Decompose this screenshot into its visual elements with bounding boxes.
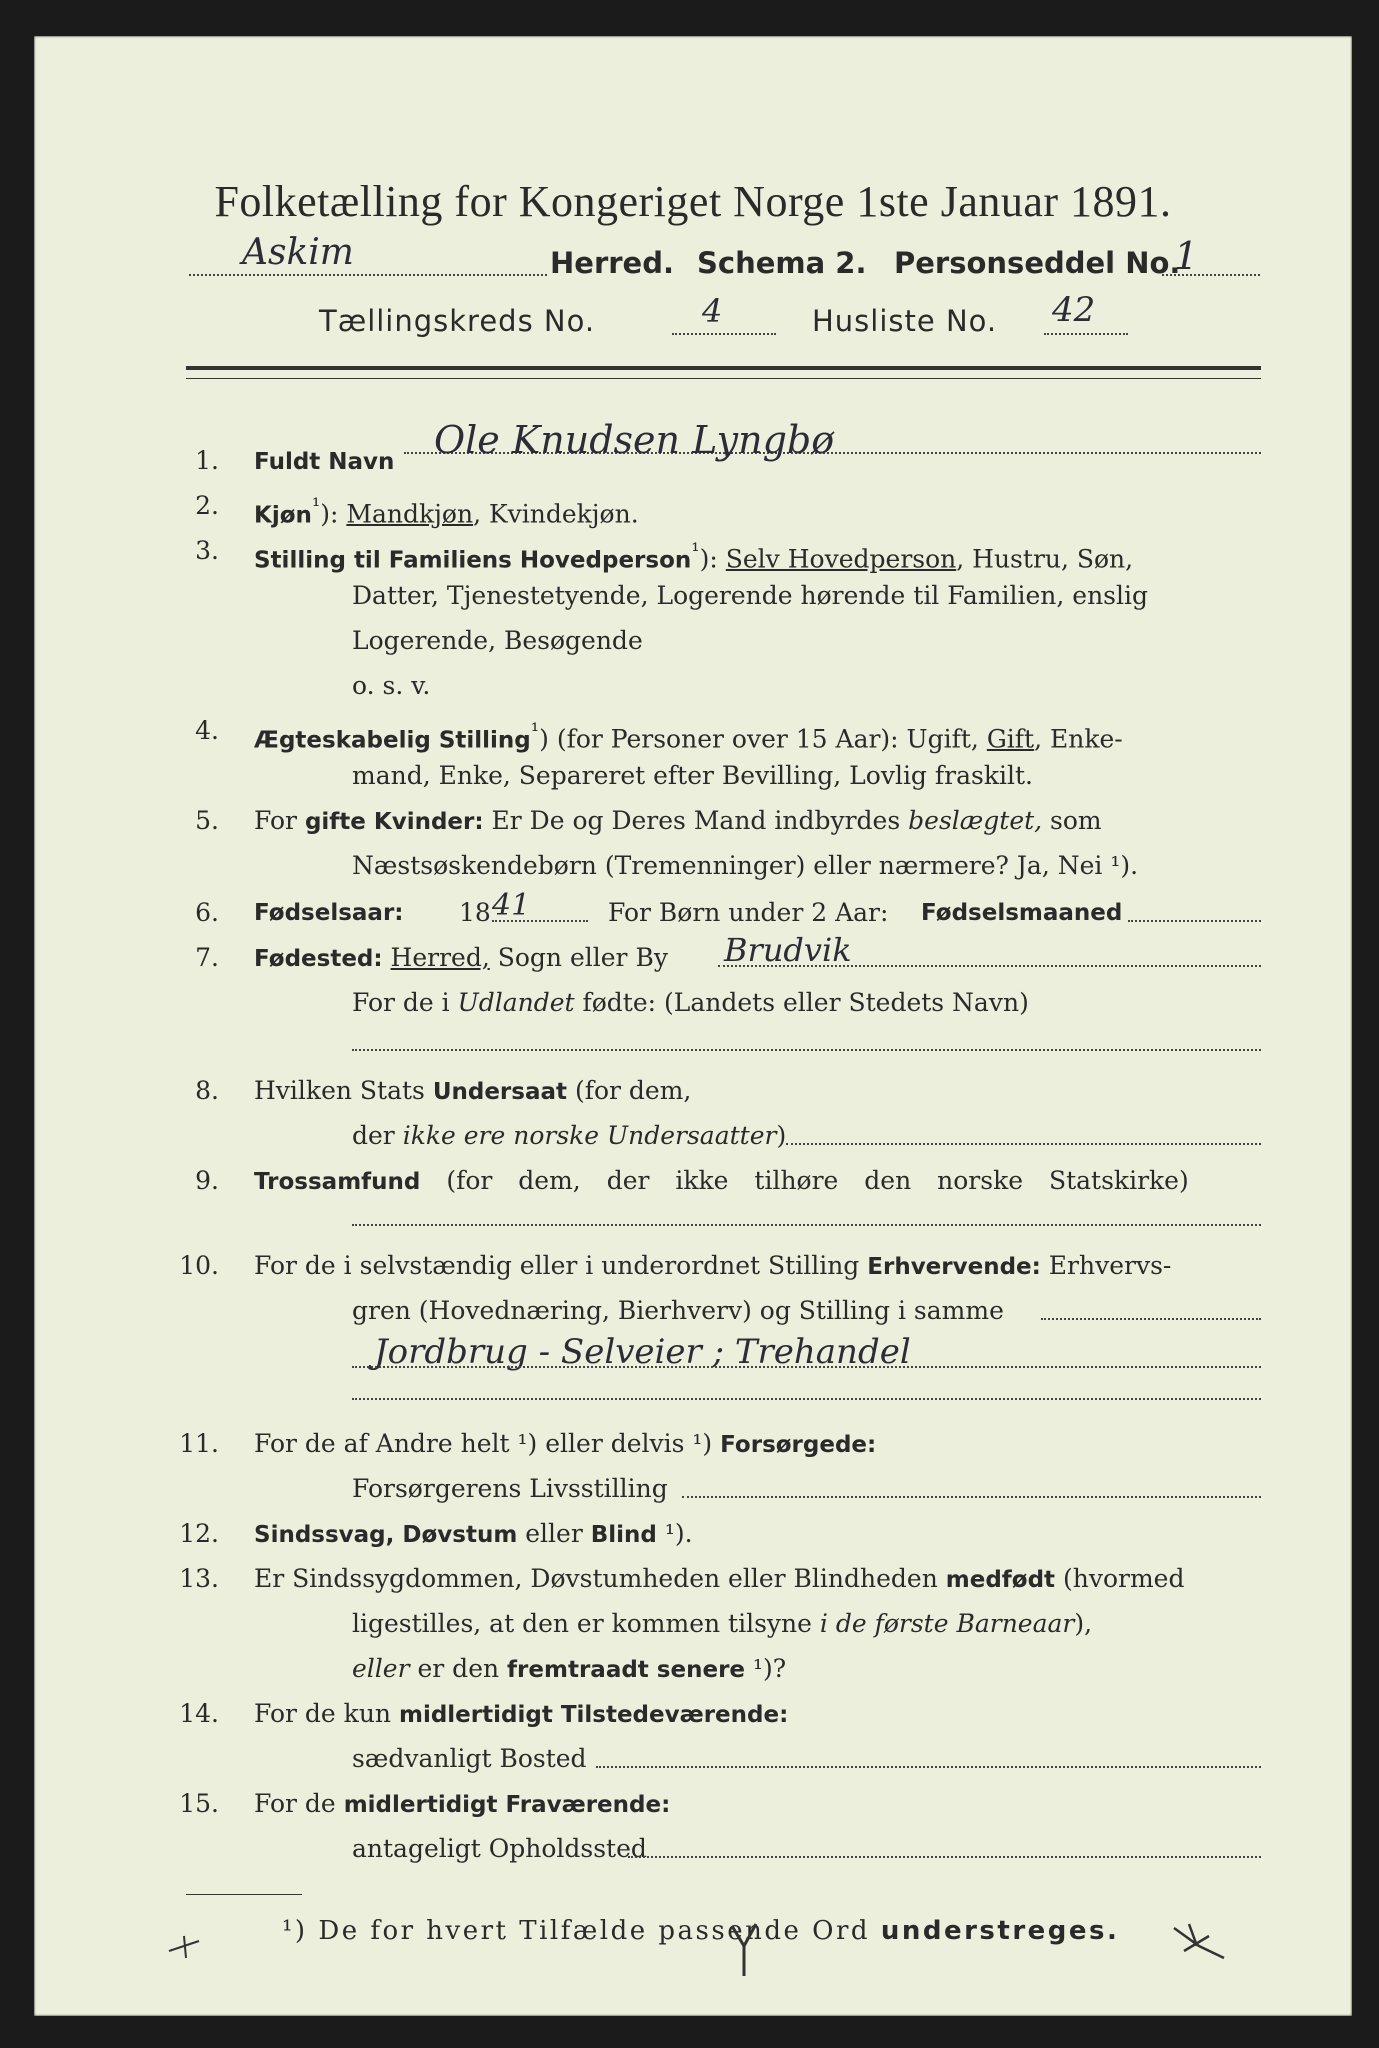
form-title: Folketælling for Kongeriget Norge 1ste Januar 1891. — [214, 177, 1172, 226]
q8-label: Undersaat — [432, 1079, 567, 1105]
q1-value: Ole Knudsen Lyngbø — [434, 418, 835, 462]
q13-line2-italic: i de første Barneaar — [819, 1609, 1075, 1638]
q3-line3: Logerende, Besøgende — [352, 626, 643, 655]
q3-sup: ¹ — [691, 539, 700, 563]
footnote — [282, 1916, 1119, 1946]
q10-value: Jordbrug - Selveier ; Trehandel — [374, 1332, 911, 1372]
kreds-label: Tællingskreds No. — [319, 304, 596, 338]
q10-line2: gren (Hovednæring, Bierhverv) og Stilling i samme — [352, 1296, 1004, 1325]
q15-dotline — [628, 1856, 1261, 1858]
header-rule — [186, 366, 1261, 370]
q6-text: For Børn under 2 Aar: — [608, 898, 889, 927]
q13-line3-a: er den — [409, 1654, 508, 1683]
q4-rest: , Enke- — [1034, 724, 1123, 754]
q14-text: For de kun — [254, 1699, 399, 1728]
q7-option-herred: Herred, — [390, 943, 490, 972]
q11-text: For de af Andre helt ¹) eller delvis ¹) — [254, 1429, 721, 1458]
q7-value: Brudvik — [724, 931, 852, 969]
q13-line2 — [352, 1609, 1092, 1639]
q10-line1 — [254, 1251, 1171, 1282]
schema-label: Schema 2. — [697, 246, 867, 280]
q8-line1 — [254, 1076, 691, 1107]
q7-line2-a: For de i — [352, 988, 458, 1017]
q9-line1 — [254, 1166, 1189, 1197]
q2-text: ): — [320, 499, 339, 529]
q8-line2-italic: ikke ere norske Undersaatter — [402, 1121, 777, 1150]
q8-number: 8. — [195, 1076, 219, 1105]
q14-dotline — [596, 1766, 1261, 1768]
q4-line1 — [254, 716, 1123, 755]
q4-text: ) (for Personer over 15 Aar): Ugift, — [539, 724, 987, 754]
q14-number: 14. — [179, 1699, 219, 1728]
q9-text: (for dem, der ikke tilhøre den norske Statskirke) — [420, 1166, 1189, 1195]
q5-text-a: For — [254, 806, 305, 835]
q8-dotline — [786, 1143, 1261, 1145]
q2-number: 2. — [195, 491, 219, 520]
q14-line2: sædvanligt Bosted — [352, 1744, 587, 1773]
q9-dotline — [352, 1224, 1261, 1226]
q3-line1 — [254, 536, 1133, 575]
q11-number: 11. — [179, 1429, 219, 1458]
q10-label: Erhvervende: — [867, 1254, 1041, 1280]
q6-label: Fødselsaar: — [254, 900, 404, 926]
q12-text-b: ¹). — [656, 1519, 693, 1548]
q1-number: 1. — [195, 446, 219, 475]
q10-dotline — [1041, 1318, 1261, 1320]
q8-line2-a: der — [352, 1121, 403, 1150]
q7-number: 7. — [195, 943, 219, 972]
q11-line2: Forsørgerens Livsstilling — [352, 1474, 668, 1503]
q7-dotline2 — [352, 1049, 1261, 1051]
q11-line1 — [254, 1429, 876, 1460]
q2-line — [254, 491, 639, 530]
q12-number: 12. — [179, 1519, 219, 1548]
q13-label3: fremtraadt senere — [507, 1657, 746, 1683]
q13-number: 13. — [179, 1564, 219, 1593]
q6-dotline — [492, 920, 588, 922]
q8-line2-b: ) — [776, 1121, 787, 1150]
q8-line2 — [352, 1121, 786, 1151]
q3-line4: o. s. v. — [352, 671, 431, 700]
footnote-bold: understreges. — [880, 1916, 1120, 1946]
q5-text-c: som — [1042, 806, 1102, 835]
kreds-value: 4 — [702, 292, 723, 330]
q15-number: 15. — [179, 1789, 219, 1818]
q7-text: Sogn eller By — [489, 943, 668, 972]
q2-option-mandkjon: Mandkjøn — [346, 499, 474, 529]
q3-number: 3. — [195, 536, 219, 565]
q3-option-selv: Selv Hovedperson — [725, 544, 957, 574]
q2-sup: ¹ — [311, 494, 321, 518]
q13-label: medfødt — [945, 1567, 1056, 1593]
herred-value: Askim — [242, 232, 354, 273]
personseddel-value: 1 — [1174, 234, 1199, 278]
q13-line2-b: ), — [1074, 1609, 1093, 1638]
q7-line1 — [254, 943, 668, 974]
q6-prefix: 18 — [459, 898, 491, 927]
q5-line2: Næstsøskendebørn (Tremenninger) eller nærmere? Ja, Nei ¹). — [352, 851, 1139, 880]
q13-line3-italic: eller — [352, 1654, 410, 1683]
q1-label: Fuldt Navn — [254, 449, 395, 475]
header-rule-thin — [186, 378, 1261, 379]
q6-label2: Fødselsmaaned — [921, 900, 1123, 926]
q4-sup: ¹ — [530, 719, 540, 743]
pen-mark-right — [1169, 1916, 1229, 1966]
q10-dotline3 — [352, 1398, 1261, 1400]
personseddel-dotline — [1162, 274, 1260, 276]
q13-line3-b: ¹)? — [745, 1654, 787, 1683]
q5-text-b: Er De og Deres Mand indbyrdes — [483, 806, 909, 835]
q3-rest: , Hustru, Søn, — [956, 544, 1134, 574]
q13-line3 — [352, 1654, 786, 1685]
q12-label: Sindssvag, Døvstum — [254, 1522, 518, 1548]
q11-dotline — [682, 1496, 1261, 1498]
q13-line2-a: ligestilles, at den er kommen tilsyne — [352, 1609, 820, 1638]
q2-label: Kjøn — [254, 502, 312, 529]
husliste-value: 42 — [1052, 290, 1096, 330]
q14-label: midlertidigt Tilstedeværende: — [398, 1702, 789, 1728]
q12-label2: Blind — [590, 1522, 657, 1548]
q10-number: 10. — [179, 1251, 219, 1280]
q5-line1 — [254, 806, 1102, 837]
personseddel-label: Personseddel No. — [894, 246, 1181, 280]
q12-line1 — [254, 1519, 693, 1550]
q6-number: 6. — [195, 898, 219, 927]
q7-line2 — [352, 988, 1029, 1018]
q4-label: Ægteskabelig Stilling — [254, 727, 531, 754]
q4-line2: mand, Enke, Separeret efter Bevilling, Lovlig fraskilt. — [352, 761, 1033, 790]
pen-mark-left — [164, 1926, 204, 1966]
q13-text-a: Er Sindssygdommen, Døvstumheden eller Blindheden — [254, 1564, 946, 1593]
q13-line1 — [254, 1564, 1184, 1595]
q9-label: Trossamfund — [254, 1169, 421, 1195]
kreds-dotline — [672, 333, 776, 335]
q10-dotline2 — [352, 1366, 1261, 1368]
q15-text: For de — [254, 1789, 344, 1818]
q8-text-b: (for dem, — [567, 1076, 692, 1105]
census-form — [34, 36, 1352, 2016]
q10-text-a: For de i selvstændig eller i underordnet Stilling — [254, 1251, 868, 1280]
footnote-mark: ¹) — [282, 1916, 308, 1946]
q10-text-b: Erhvervs- — [1040, 1251, 1172, 1280]
q11-label: Forsørgede: — [720, 1432, 877, 1458]
q3-line2: Datter, Tjenestetyende, Logerende hørende til Familien, enslig — [352, 581, 1149, 610]
q4-number: 4. — [195, 716, 219, 745]
q5-number: 5. — [195, 806, 219, 835]
q13-text-b: (hvormed — [1055, 1564, 1185, 1593]
q15-line1 — [254, 1789, 670, 1820]
herred-label: Herred. — [550, 246, 674, 280]
q15-label: midlertidigt Fraværende: — [343, 1792, 671, 1818]
q7-line2-italic: Udlandet — [457, 988, 575, 1017]
q2-option-kvindekjon: , Kvindekjøn. — [473, 499, 639, 529]
q15-line2: antageligt Opholdssted — [352, 1834, 647, 1863]
q9-number: 9. — [195, 1166, 219, 1195]
husliste-label: Husliste No. — [812, 304, 998, 338]
q6-value: 41 — [492, 888, 531, 923]
q5-label: gifte Kvinder: — [304, 809, 484, 835]
pen-mark-center — [724, 1916, 764, 1986]
q7-label: Fødested: — [254, 946, 383, 972]
q4-option-gift: Gift — [986, 724, 1035, 754]
q12-text-a: eller — [517, 1519, 591, 1548]
q7-line2-b: fødte: (Landets eller Stedets Navn) — [574, 988, 1029, 1017]
footnote-rule — [186, 1894, 302, 1895]
footnote-text: De for hvert Tilfælde passende Ord — [318, 1916, 881, 1946]
q5-italic: beslægtet, — [908, 806, 1043, 835]
husliste-dotline — [1044, 333, 1128, 335]
q3-colon: ): — [699, 544, 718, 574]
q14-line1 — [254, 1699, 788, 1730]
herred-dotline — [189, 274, 547, 276]
q6-dotline2 — [1128, 920, 1261, 922]
q3-label: Stilling til Familiens Hovedperson — [254, 547, 692, 574]
q8-text-a: Hvilken Stats — [254, 1076, 433, 1105]
